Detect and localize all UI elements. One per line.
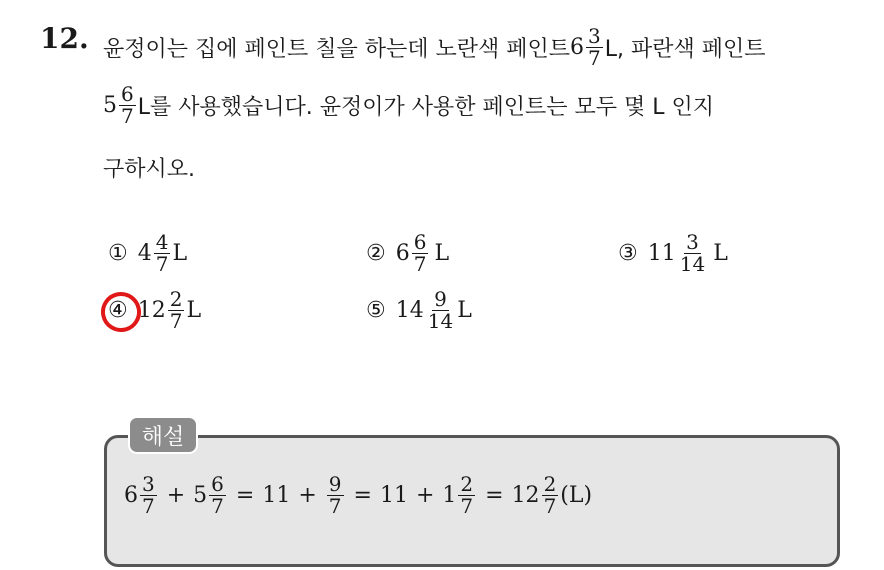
choice-1[interactable]	[108, 232, 187, 275]
term-whole: 1	[442, 483, 457, 508]
fraction	[586, 26, 603, 69]
choice-unit: L	[434, 241, 450, 266]
denominator: 7	[413, 252, 427, 276]
numerator: 6	[121, 82, 134, 106]
numerator: 9	[328, 472, 342, 496]
question-text-1: 윤정이는 집에 페인트 칠을 하는데 노란색 페인트	[103, 37, 571, 62]
choice-unit: L	[457, 298, 472, 323]
choice-marker: ④	[108, 298, 128, 323]
equals-sign: =	[235, 483, 255, 508]
denominator: 7	[169, 309, 183, 333]
numerator: 3	[686, 230, 699, 254]
question-line-1	[103, 26, 766, 69]
numerator: 2	[169, 287, 183, 311]
choice-whole: 14	[395, 298, 424, 323]
question-line-2	[103, 84, 714, 127]
choice-marker: ⑤	[366, 298, 386, 323]
numerator: 3	[588, 24, 601, 48]
equals-sign: =	[485, 483, 504, 508]
choice-marker: ①	[108, 241, 128, 266]
solution-label: 해설	[128, 416, 198, 454]
fraction	[209, 474, 226, 517]
denominator: 7	[155, 252, 169, 276]
choice-unit: L	[186, 298, 202, 323]
denominator: 7	[142, 494, 155, 518]
choice-unit: L	[172, 241, 188, 266]
choice-unit: L	[713, 241, 728, 266]
fraction	[168, 289, 185, 332]
choice-whole: 11	[647, 241, 676, 266]
choice-whole: 4	[137, 241, 152, 266]
choice-3[interactable]	[618, 232, 728, 275]
denominator: 7	[211, 494, 224, 518]
unit-label: (L)	[560, 483, 593, 508]
question-text-2: L를 사용했습니다. 윤정이가 사용한 페인트는 모두 몇 L 인지	[137, 95, 714, 120]
fraction	[426, 289, 455, 332]
mixed-whole: 5	[103, 93, 117, 118]
denominator: 7	[328, 494, 342, 518]
term-whole: 11	[379, 483, 408, 508]
term-whole: 11	[262, 483, 291, 508]
numerator: 6	[211, 472, 224, 496]
equals-sign: =	[353, 483, 372, 508]
denominator: 7	[460, 494, 474, 518]
fraction	[154, 232, 171, 275]
choice-whole: 12	[137, 298, 166, 323]
fraction	[458, 474, 475, 517]
plus-sign: +	[166, 483, 186, 508]
solution-equation	[124, 474, 592, 517]
question-number: 12.	[40, 22, 89, 55]
fraction	[412, 232, 429, 275]
fraction	[327, 474, 344, 517]
denominator: 14	[427, 309, 454, 333]
choice-marker: ②	[366, 241, 386, 266]
fraction	[119, 84, 136, 127]
plus-sign: +	[415, 483, 435, 508]
numerator: 2	[460, 472, 474, 496]
term-whole: 12	[511, 483, 540, 508]
choice-5[interactable]	[366, 289, 472, 332]
denominator: 7	[588, 46, 601, 70]
plus-sign: +	[298, 483, 317, 508]
term-whole: 6	[124, 483, 138, 508]
choice-2[interactable]	[366, 232, 449, 275]
question-text-3: 구하시오.	[103, 157, 196, 182]
choice-whole: 6	[395, 241, 410, 266]
numerator: 4	[155, 230, 169, 254]
fraction	[542, 474, 559, 517]
numerator: 9	[434, 287, 447, 311]
question-text-1b: L, 파란색 페인트	[604, 37, 766, 62]
denominator: 7	[543, 494, 557, 518]
denominator: 7	[121, 104, 134, 128]
mixed-whole: 6	[570, 35, 585, 60]
numerator: 6	[413, 230, 427, 254]
choice-marker: ③	[618, 241, 638, 266]
term-whole: 5	[193, 483, 208, 508]
question-line-3	[103, 152, 195, 183]
fraction	[140, 474, 157, 517]
fraction	[678, 232, 707, 275]
choice-4[interactable]	[108, 289, 201, 332]
denominator: 14	[679, 252, 706, 276]
numerator: 2	[543, 472, 557, 496]
numerator: 3	[142, 472, 155, 496]
